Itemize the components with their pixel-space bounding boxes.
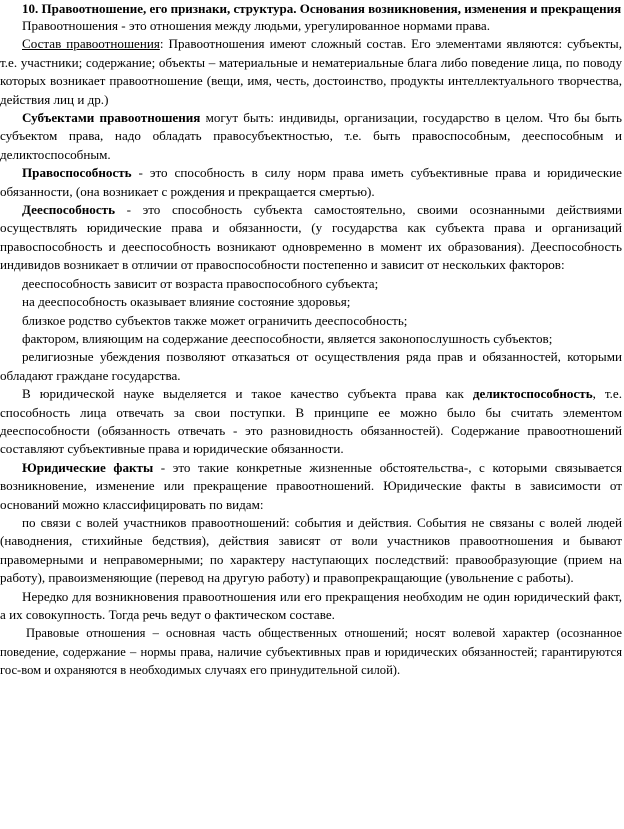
- composition-text: : Правоотношения имеют сложный состав. Его элементами являются: субъекты, т.е. участники; содержание; объекты – материальные и нематериальные блага либо поведение лица, по поводу которых возникает правоотношение (вещи, имя, честь, достоинство, продукты интеллектуального творчества, действия лиц и др.): [0, 36, 622, 107]
- legal-capacity-term: Правоспособность: [22, 165, 132, 181]
- subjects-term: Субъектами правоотношения: [22, 110, 201, 126]
- factor-item: религиозные убеждения позволяют отказаться от осуществления ряда прав и обязанностей, которыми обладают граждане государства.: [0, 349, 622, 383]
- subjects-text: могут быть: индивиды, организации, государство в целом. Что бы быть субъектом права, надо обладать правосубъектностью, т.е. быть правоспособным, дееспособным и деликтоспособным.: [0, 110, 622, 162]
- composition-paragraph: [0, 35, 624, 109]
- active-capacity-term: Дееспособность: [22, 202, 116, 218]
- definition-text: Правоотношения - это отношения между людьми, урегулированное нормами права.: [22, 18, 490, 33]
- section-title: 10. Правоотношение, его признаки, структура. Основания возникновения, изменения и прекращения: [22, 1, 622, 16]
- legal-capacity-text: - это способность в силу норм права иметь субъективные права и юридические обязанности, (она возникает с рождения и прекращается смертью).: [0, 165, 622, 199]
- factor-item: близкое родство субъектов также может ограничить дееспособность;: [22, 312, 408, 328]
- subjects-paragraph: [0, 109, 624, 164]
- active-capacity-text: - это способность субъекта самостоятельно, своими осознанными действиями осуществлять юридические права и обязанности, (у государства как субъекта права и организаций правоспособность и дееспособность возникают одновременно в момент их образования). Дееспособность индивидов возникает в отличии от правоспособности постепенно и зависит от нескольких факторов:: [0, 202, 622, 273]
- facts-classification-paragraph: по связи с волей участников правоотношений: события и действия. События не связаны с волей людей (наводнения, стихийные бедствия), действия зависят от воли участников правоотношения и бывают правомерными и неправомерными; по характеру наступающих последствий: правообразующие (прием на работу), правоизменяющие (перевод на другую работу) и правопрекращающие (увольнение с работы).: [0, 514, 622, 586]
- legal-facts-paragraph: [0, 459, 624, 514]
- factual-composition-paragraph: Нередко для возникновения правоотношения или его прекращения необходим не один юридический факт, а их совокупность. Тогда речь ведут о фактическом составе.: [0, 588, 622, 622]
- legal-facts-term: Юридические факты: [22, 459, 154, 475]
- summary-paragraph: Правовые отношения – основная часть общественных отношений; носят волевой характер (осознанное поведение, содержание – нормы права, наличие субъективных прав и юридических обязанностей; гарантируются гос-вом и охраняются в необходимых случаях его принудительной силой).: [0, 626, 622, 677]
- delict-capacity-paragraph: [0, 385, 624, 459]
- delict-capacity-term: деликтоспособность: [472, 386, 593, 402]
- legal-facts-text: - это такие конкретные жизненные обстоятельства-, с которыми связывается возникновение, изменение или прекращение правоотношений. Юридические факты в зависимости от оснований можно классифицировать по видам:: [0, 459, 622, 512]
- delict-capacity-text: , т.е. способность лица отвечать за свои поступки. В принципе ее можно было бы считать элементом дееспособности (обязанность отвечать - это разновидность обязанностей). Содержание правоотношений составляют субъективные права и юридические обязанности.: [0, 386, 622, 457]
- composition-term: Состав правоотношения: [22, 36, 160, 52]
- active-capacity-paragraph: [0, 201, 624, 275]
- factor-item: дееспособность зависит от возраста правоспособного субъекта;: [22, 275, 379, 291]
- document-page: [0, 1, 624, 829]
- definition-paragraph: [0, 17, 624, 35]
- factor-item: фактором, влияющим на содержание дееспособности, является законопослушность субъектов;: [22, 330, 553, 346]
- delict-capacity-intro: В юридической науке выделяется и такое качество субъекта права как: [22, 386, 473, 402]
- factor-item: на дееспособность оказывает влияние состояние здоровья;: [22, 294, 351, 310]
- legal-capacity-paragraph: [0, 164, 624, 201]
